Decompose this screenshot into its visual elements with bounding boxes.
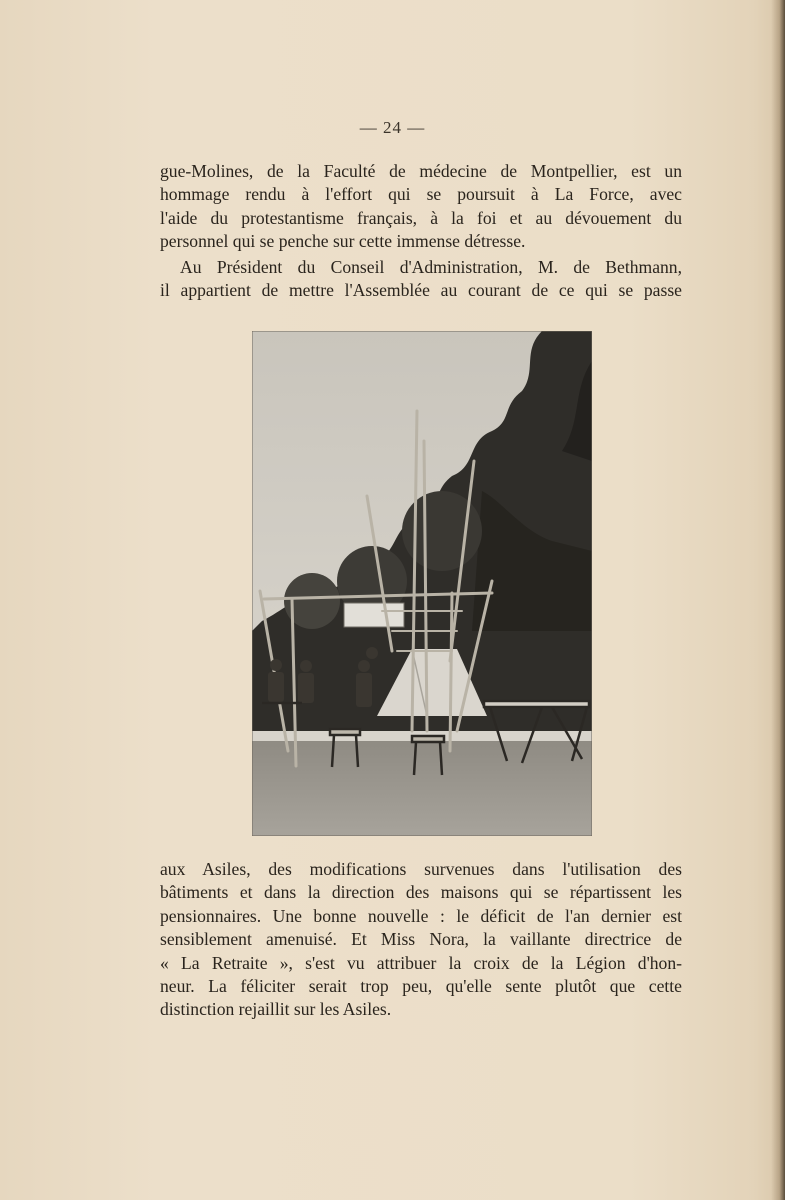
page-number: — 24 —: [359, 118, 426, 137]
text-line: hommage rendu à l'effort qui se poursuit à La Force, avec: [160, 184, 682, 205]
text-line: l'aide du protestantisme français, à la foi et au dévouement du: [160, 207, 682, 228]
text-line: Au Président du Conseil d'Administration, M. de Bethmann,: [180, 257, 682, 277]
text-line: distinction rejaillit sur les Asiles.: [160, 999, 392, 1020]
text-line: pensionnaires. Une bonne nouvelle : le déficit de l'an dernier est: [160, 905, 682, 926]
photograph-camp-scene: [252, 331, 592, 836]
paragraph-1: [160, 160, 682, 254]
text-line: sensiblement amenuisé. Et Miss Nora, la vaillante directrice de: [160, 929, 682, 950]
text-line: personnel qui se penche sur cette immense détresse.: [160, 231, 526, 252]
text-line: aux Asiles, des modifications survenues dans l'utilisation des: [160, 859, 682, 879]
page-edge-shadow: [771, 0, 785, 1200]
text-line: bâtiments et dans la direction des maisons qui se répartissent les: [160, 882, 682, 903]
photo-sign: [344, 603, 404, 627]
photo-ground: [252, 741, 592, 836]
text-line: « La Retraite », s'est vu attribuer la croix de la Légion d'hon-: [160, 952, 682, 973]
text-line: il appartient de mettre l'Assemblée au courant de ce qui se passe: [160, 280, 682, 301]
paragraph-3: [160, 858, 682, 1022]
text-line: gue-Molines, de la Faculté de médecine de Montpellier, est un: [160, 161, 682, 181]
paragraph-2: [160, 256, 682, 303]
text-line: neur. La féliciter serait trop peu, qu'elle sente plutôt que cette: [160, 976, 682, 997]
